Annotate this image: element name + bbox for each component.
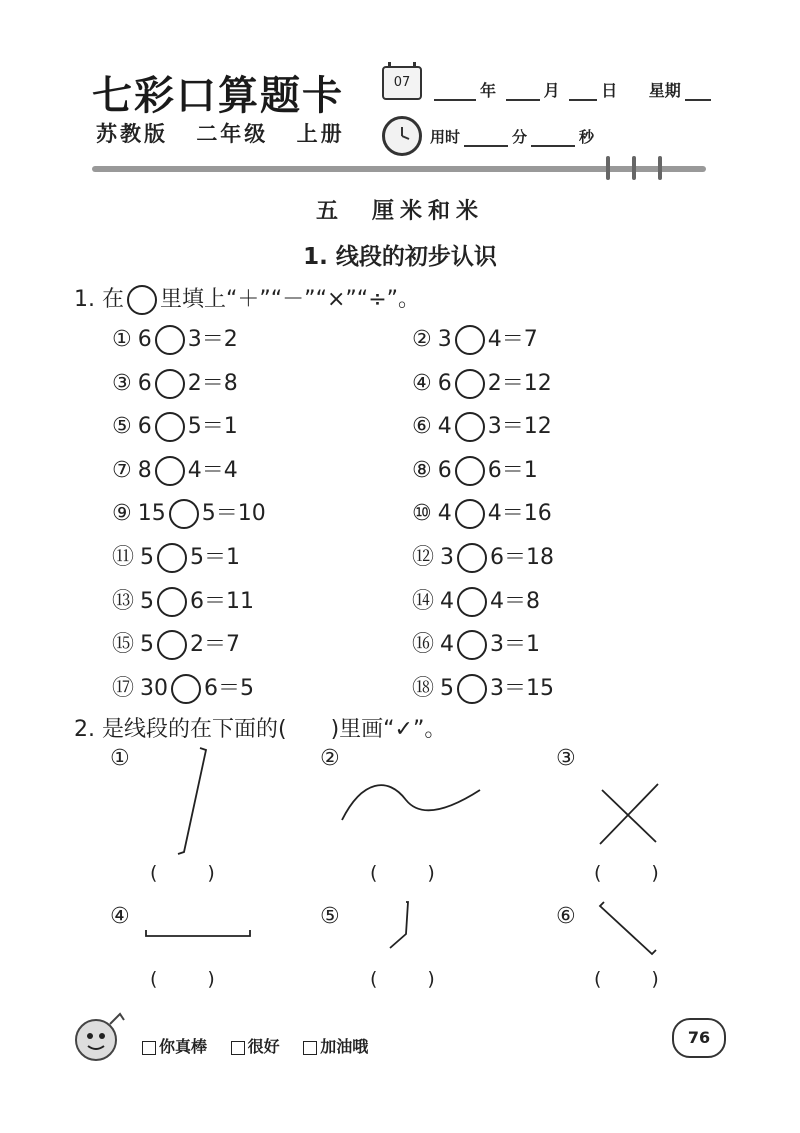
operand-a: 5 (140, 588, 155, 614)
q2-label-6: ⑥ (556, 904, 576, 929)
item-number: ⑪ (112, 545, 135, 570)
answer-paren-5[interactable] (370, 968, 435, 990)
weekday-label: 星期 (648, 81, 681, 100)
edition-publisher: 苏教版 (96, 122, 168, 146)
item-number: ⑨ (112, 501, 132, 527)
operand-a: 30 (140, 675, 169, 701)
paren-open: ( (594, 968, 602, 990)
operand-b-result: 2＝12 (487, 370, 552, 396)
item-number: ⑰ (112, 675, 135, 701)
operand-a: 5 (140, 545, 155, 570)
q2-prompt-a: 2. 是线段的在下面的( (74, 717, 287, 742)
operand-a: 4 (437, 501, 452, 527)
unit-title: 五 厘米和米 (315, 199, 484, 224)
checkbox-good[interactable] (231, 1041, 245, 1055)
q2-label-2: ② (320, 746, 340, 771)
operand-b-result: 3＝15 (490, 675, 555, 701)
time-used-label: 用时 (430, 128, 461, 146)
operand-a: 3 (440, 545, 455, 570)
paren-open: ( (150, 862, 158, 884)
operand-b-result: 4＝4 (187, 457, 238, 483)
minutes-label: 分 (512, 128, 528, 146)
operand-b-result: 6＝5 (204, 675, 255, 701)
answer-paren-4[interactable] (150, 968, 215, 990)
rating-great-label: 你真棒 (159, 1037, 208, 1056)
q2-prompt-b: )里画“✓”。 (330, 717, 447, 742)
item-number: ① (112, 327, 132, 352)
edition-grade: 二年级 (196, 122, 269, 146)
item-number: ⑩ (412, 501, 432, 527)
operand-a: 3 (437, 327, 452, 352)
answer-paren-3[interactable] (594, 862, 659, 884)
checkbox-keep-going[interactable] (303, 1041, 317, 1055)
answer-paren-1[interactable] (150, 862, 215, 884)
lesson-title: 1. 线段的初步认识 (303, 244, 497, 270)
figure-6-segment (600, 902, 656, 954)
calendar-day: 07 (393, 75, 411, 90)
operand-b-result: 3＝12 (487, 414, 552, 440)
paren-close: ) (651, 968, 659, 990)
operand-b-result: 6＝1 (487, 457, 538, 483)
page-number: 76 (672, 1018, 726, 1058)
item-number: ⑦ (112, 457, 132, 483)
q2-label-1: ① (110, 746, 130, 771)
operand-a: 15 (137, 501, 166, 527)
item-number: ⑧ (412, 457, 432, 483)
q2-label-5: ⑤ (320, 904, 340, 929)
operand-a: 4 (440, 632, 455, 658)
figure-5-polyline (390, 902, 408, 948)
paren-close: ) (651, 862, 659, 884)
operand-b-result: 5＝10 (201, 501, 266, 527)
edition-volume: 上册 (296, 122, 345, 146)
day-label: 日 (601, 81, 618, 100)
item-number: ⑱ (412, 675, 435, 701)
item-number: ② (412, 327, 432, 352)
q2-label-3: ③ (556, 746, 576, 771)
operand-a: 6 (437, 457, 452, 483)
seconds-label: 秒 (579, 128, 595, 146)
operand-a: 8 (137, 457, 152, 483)
month-label: 月 (543, 81, 560, 100)
answer-paren-6[interactable] (594, 968, 659, 990)
rating-keep-going-label: 加油哦 (320, 1037, 369, 1056)
paren-open: ( (594, 862, 602, 884)
paren-close: ) (427, 862, 435, 884)
paren-open: ( (150, 968, 158, 990)
operand-a: 6 (437, 370, 452, 396)
brand-title: 七彩口算题卡 (92, 72, 344, 119)
rating-checkboxes (142, 1034, 368, 1057)
figure-1-segment (178, 748, 206, 854)
operand-a: 6 (137, 327, 152, 352)
operand-b-result: 6＝18 (490, 545, 555, 570)
operand-b-result: 3＝2 (187, 327, 238, 352)
q2-label-4: ④ (110, 904, 130, 929)
item-number: ⑭ (412, 588, 435, 614)
mascot-image (70, 1008, 132, 1070)
item-number: ③ (112, 370, 132, 396)
paren-close: ) (207, 968, 215, 990)
paren-close: ) (427, 968, 435, 990)
operand-b-result: 4＝16 (487, 501, 552, 527)
item-number: ⑥ (412, 414, 432, 440)
operand-a: 4 (437, 414, 452, 440)
operand-b-result: 5＝1 (190, 545, 241, 570)
operand-a: 5 (440, 675, 455, 701)
operand-b-result: 6＝11 (190, 588, 255, 614)
paren-open: ( (370, 968, 378, 990)
item-number: ④ (412, 370, 432, 396)
operand-a: 5 (140, 632, 155, 658)
answer-paren-2[interactable] (370, 862, 435, 884)
item-number: ⑤ (112, 414, 132, 440)
item-number: ⑮ (112, 632, 135, 658)
item-number: ⑯ (412, 632, 435, 658)
operand-b-result: 5＝1 (187, 414, 238, 440)
operand-a: 4 (440, 588, 455, 614)
operand-b-result: 3＝1 (490, 632, 541, 658)
year-label: 年 (480, 81, 497, 100)
rating-good-label: 很好 (247, 1037, 280, 1056)
q1-prompt-prefix: 1. 在 (74, 287, 124, 312)
item-number: ⑫ (412, 545, 435, 570)
figure-2-curve (342, 785, 480, 820)
q1-prompt-suffix: 里填上“＋”“－”“×”“÷”。 (159, 287, 421, 312)
operand-b-result: 4＝8 (490, 588, 541, 614)
operand-b-result: 2＝7 (190, 632, 241, 658)
checkbox-great[interactable] (142, 1041, 156, 1055)
operand-b-result: 2＝8 (187, 370, 238, 396)
operand-b-result: 4＝7 (487, 327, 538, 352)
figure-4-segment (146, 930, 250, 936)
paren-close: ) (207, 862, 215, 884)
operand-a: 6 (137, 414, 152, 440)
operand-a: 6 (137, 370, 152, 396)
paren-open: ( (370, 862, 378, 884)
item-number: ⑬ (112, 588, 135, 614)
